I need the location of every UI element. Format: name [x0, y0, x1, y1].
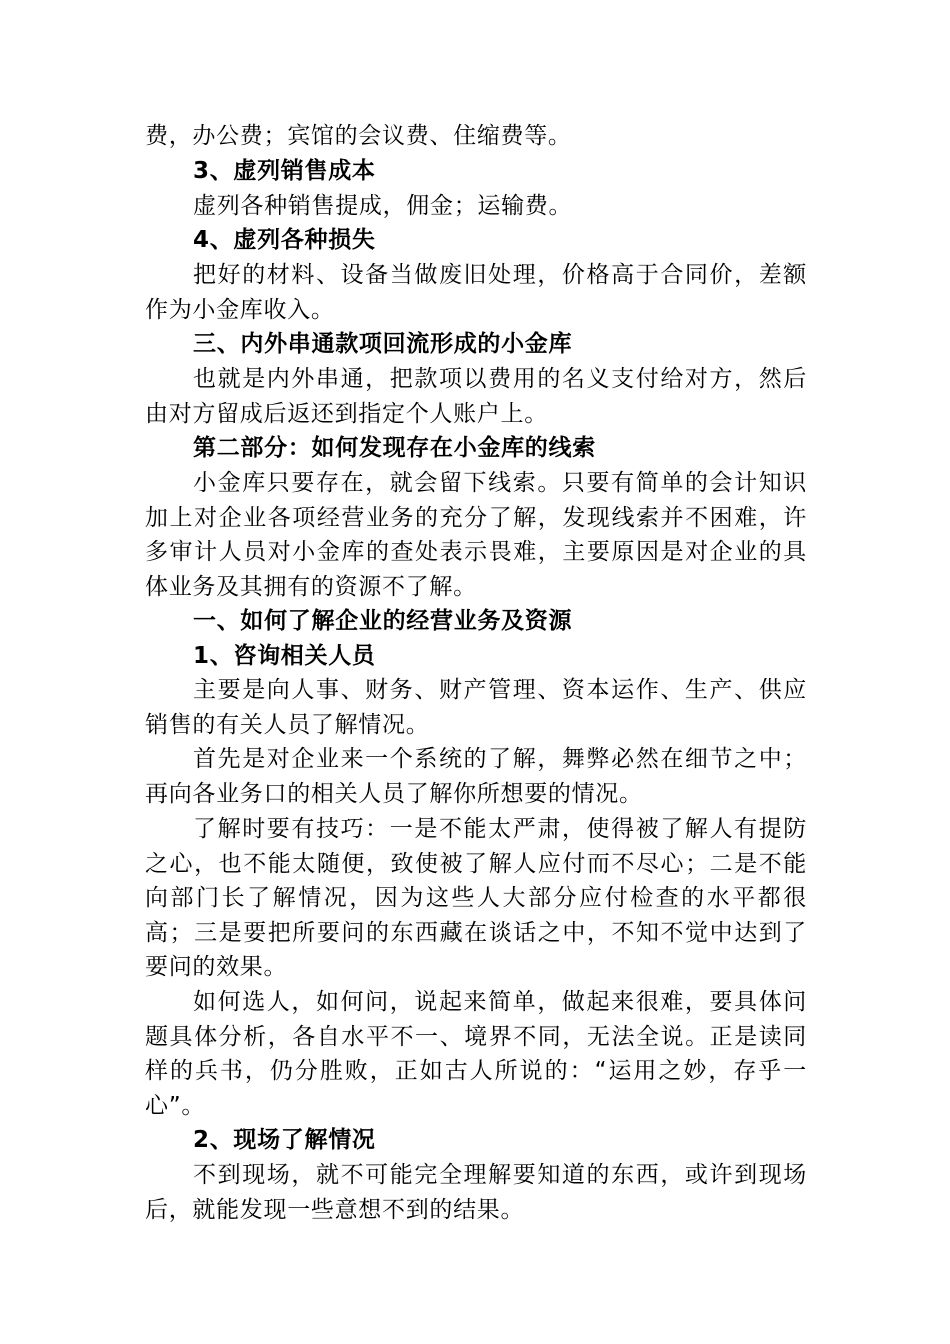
heading-part-two: 第二部分：如何发现存在小金库的线索: [193, 435, 596, 461]
paragraph-consult-staff: 主要是向人事、财务、财产管理、资本运作、生产、供应销售的有关人员了解情况。: [145, 677, 807, 738]
paragraph-system-understanding: 首先是对企业来一个系统的了解，舞弊必然在细节之中；再向各业务口的相关人员了解你所想要的情况。: [145, 746, 807, 807]
paragraph-fake-sales-cost: 虚列各种销售提成，佣金；运输费。: [193, 193, 573, 219]
paragraph-fake-losses: 把好的材料、设备当做废旧处理，价格高于合同价，差额作为小金库收入。: [145, 262, 807, 323]
heading-consult-staff: 1、咨询相关人员: [193, 643, 376, 669]
heading-fake-losses: 4、虚列各种损失: [193, 227, 376, 253]
heading-fake-sales-cost: 3、虚列销售成本: [193, 158, 376, 184]
paragraph-continuation: 费，办公费；宾馆的会议费、住缩费等。: [145, 123, 572, 149]
paragraph-clues-intro: 小金库只要存在，就会留下线索。只要有简单的会计知识加上对企业各项经营业务的充分了解，发现线索并不困难，许多审计人员对小金库的查处表示畏难，主要原因是对企业的具体业务及其拥有的资源不了解。: [145, 470, 807, 600]
paragraph-onsite-visit: 不到现场，就不可能完全理解要知道的东西，或许到现场后，就能发现一些意想不到的结果。: [145, 1162, 807, 1223]
paragraph-choose-people: 如何选人，如何问，说起来简单，做起来很难，要具体问题具体分析，各自水平不一、境界不同，无法全说。正是读同样的兵书，仍分胜败，正如古人所说的：“运用之妙，存乎一心”。: [145, 989, 807, 1119]
heading-collusion-reflow: 三、内外串通款项回流形成的小金库: [193, 331, 573, 357]
paragraph-collusion-reflow: 也就是内外串通，把款项以费用的名义支付给对方，然后由对方留成后返还到指定个人账户上。: [145, 366, 807, 427]
heading-onsite-visit: 2、现场了解情况: [193, 1127, 376, 1153]
paragraph-interview-skills: 了解时要有技巧：一是不能太严肃，使得被了解人有提防之心，也不能太随便，致使被了解人应付而不尽心；二是不能向部门长了解情况，因为这些人大部分应付检查的水平都很高；三是要把所要问的东西藏在谈话之中，不知不觉中达到了要问的效果。: [145, 816, 807, 981]
heading-understand-business: 一、如何了解企业的经营业务及资源: [193, 608, 573, 634]
